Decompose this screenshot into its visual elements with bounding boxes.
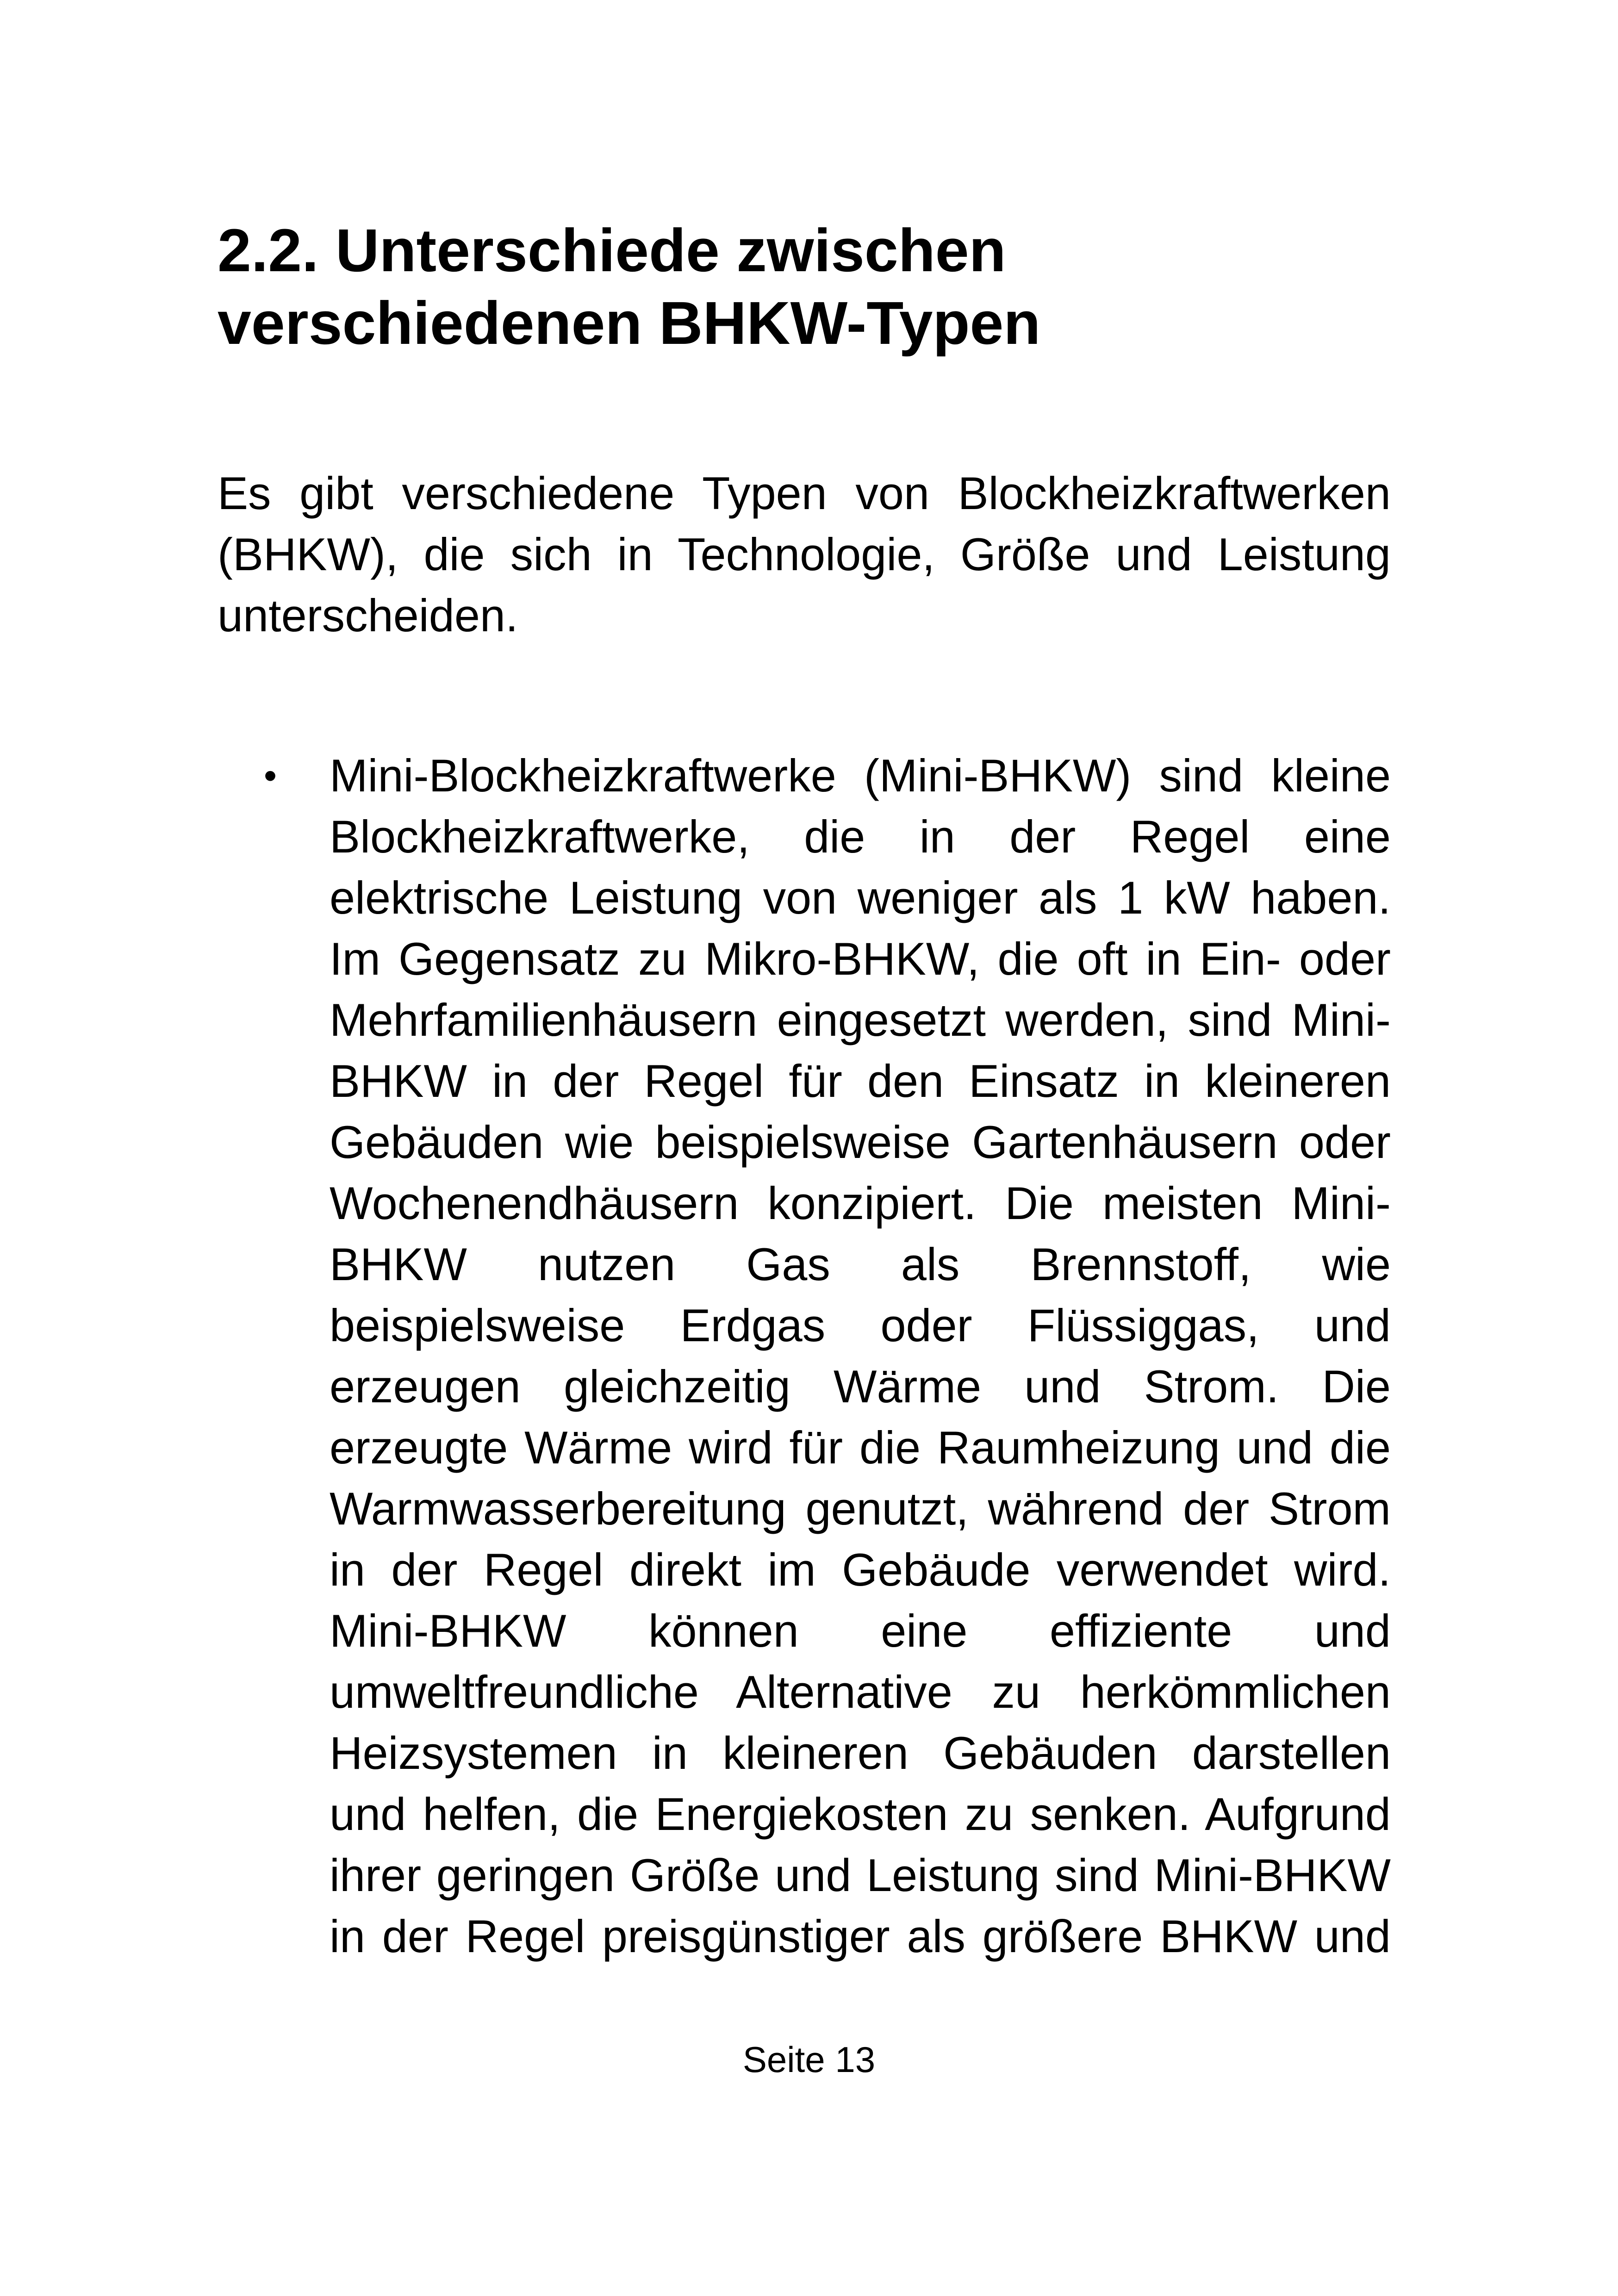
- section-heading-line-1: 2.2. Unterschiede zwischen: [218, 216, 1006, 284]
- bullet-item-mini-bhkw: [218, 745, 1391, 1967]
- section-heading: [218, 214, 1421, 359]
- section-heading-line-2: verschiedenen BHKW-Typen: [218, 289, 1041, 357]
- bullet-list: [218, 745, 1391, 1967]
- bullet-text: Mini-Blockheizkraftwerke (Mini-BHKW) sind kleine Blockheizkraftwerke, die in der Regel eine elektrische Leistung von weniger als 1 kW haben. Im Gegensatz zu Mikro-BHKW, die oft in Ein- oder Mehrfamilienhäusern eingesetzt werden, sind Mini-BHKW in der Regel für den Einsatz in kleineren Gebäuden wie beispielsweise Gartenhäusern oder Wochenendhäusern konzipiert. Die meisten Mini-BHKW nutzen Gas als Brennstoff, wie beispielsweise Erdgas oder Flüssiggas, und erzeugen gleichzeitig Wärme und Strom. Die erzeugte Wärme wird für die Raumheizung und die Warmwasserbereitung genutzt, während der Strom in der Regel direkt im Gebäude verwendet wird. Mini-BHKW können eine effiziente und umweltfreundliche Alternative zu herkömmlichen Heizsystemen in kleineren Gebäuden darstellen und helfen, die Energiekosten zu senken. Aufgrund ihrer geringen Größe und Leistung sind Mini-BHKW in der Regel preisgünstiger als größere BHKW und: [330, 750, 1391, 1962]
- bullet-icon: •: [264, 755, 277, 796]
- intro-paragraph: Es gibt verschiedene Typen von Blockheizkraftwerken (BHKW), die sich in Technologie, Größe und Leistung unterscheiden.: [218, 467, 1391, 641]
- page-number: Seite 13: [742, 2039, 876, 2080]
